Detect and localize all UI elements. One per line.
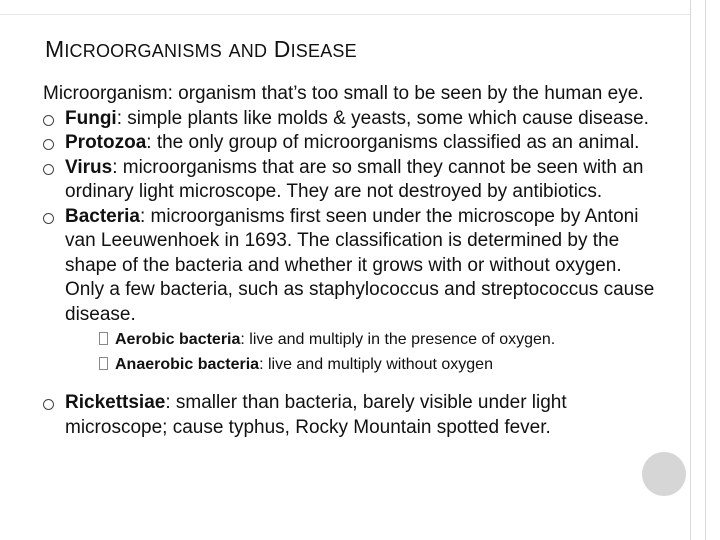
bullet-virus — [43, 156, 663, 205]
sub-bullet-box-icon — [99, 332, 108, 345]
slide-body — [43, 82, 663, 440]
frame-top-line — [0, 14, 690, 15]
bullet-term: Protozoa — [65, 132, 147, 153]
bullet-circle-icon — [43, 139, 54, 150]
bullet-rickettsiae — [43, 391, 663, 440]
bullet-circle-icon — [43, 115, 54, 126]
sub-bullet-box-icon — [99, 357, 108, 370]
sub-bullet-term: Anaerobic bacteria — [115, 356, 260, 373]
title-word-disease: ISEASE — [290, 41, 357, 61]
bullet-circle-icon — [43, 399, 54, 410]
title-word-and: AND — [228, 41, 268, 61]
bullet-circle-icon — [43, 213, 54, 224]
intro-text: Microorganism: organism that’s too small to be seen by the human eye. — [43, 83, 644, 104]
bullet-list — [43, 107, 663, 441]
slide-title — [45, 36, 357, 63]
bullet-term: Fungi — [65, 107, 117, 129]
bullet-text: : microorganisms first seen under the microscope by Antoni van Leeuwenhoek in 1693. The classification is determined by the shape of the bacteria and whether it grows with or without oxygen. Only a few bacteria, such as staphylococcus and streptococcus cause disease. — [65, 205, 655, 325]
title-initial-m: M — [45, 36, 65, 62]
decorative-circle — [642, 452, 686, 496]
sub-bullet-text: : live and multiply without oxygen — [259, 356, 493, 373]
bullet-text: : simple plants like molds & yeasts, some which cause disease. — [116, 107, 649, 129]
frame-right-bar — [690, 0, 706, 540]
bullet-text: : the only group of microorganisms classified as an animal. — [146, 132, 640, 153]
sub-bullet-term: Aerobic bacteria — [115, 331, 241, 348]
bullet-text: : microorganisms that are so small they cannot be seen with an ordinary light microscope. They are not destroyed by antibiotics. — [65, 156, 644, 202]
sub-bullet-aerobic — [65, 327, 663, 352]
bullet-text: : smaller than bacteria, barely visible under light microscope; cause typhus, Rocky Mountain spotted fever. — [65, 392, 567, 438]
sub-bullet-list — [65, 327, 663, 377]
bullet-term: Rickettsiae — [65, 392, 166, 413]
sub-bullet-text: : live and multiply in the presence of oxygen. — [240, 331, 556, 348]
title-word-microorganisms: ICROORGANISMS — [64, 41, 222, 61]
bullet-term: Virus — [65, 156, 113, 178]
title-initial-d: D — [273, 36, 291, 62]
bullet-protozoa — [43, 131, 663, 156]
bullet-term: Bacteria — [65, 205, 140, 227]
bullet-bacteria — [43, 205, 663, 378]
bullet-fungi — [43, 107, 663, 132]
sub-bullet-anaerobic — [65, 352, 663, 377]
bullet-circle-icon — [43, 164, 54, 175]
